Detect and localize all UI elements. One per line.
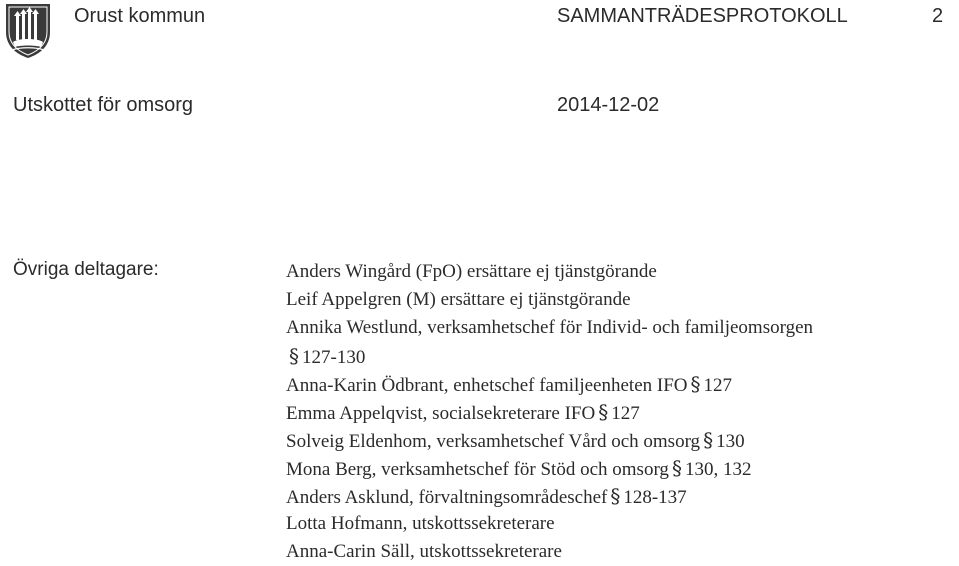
section-mark: § — [289, 344, 299, 368]
participant-line — [286, 454, 813, 482]
section-reference: 127 — [703, 375, 732, 396]
participant-text: Anders Asklund, förvaltningsområdeschef — [286, 487, 608, 508]
participant-line — [286, 510, 813, 538]
participant-text: Solveig Eldenhom, verksamhetschef Vård och omsorg — [286, 431, 701, 452]
section-reference: 130, 132 — [684, 459, 752, 480]
participant-text: Lotta Hofmann, utskottssekreterare — [286, 513, 555, 534]
participant-line — [286, 314, 813, 342]
section-reference: 127-130 — [302, 347, 366, 368]
participant-text: Anna-Carin Säll, utskottssekreterare — [286, 541, 562, 562]
other-participants-label: Övriga deltagare: — [13, 259, 159, 280]
section-reference: 127 — [611, 403, 640, 424]
participant-text: Annika Westlund, verksamhetschef för Individ- och familjeomsorgen — [286, 317, 813, 338]
meeting-date: 2014-12-02 — [557, 94, 660, 116]
section-mark: § — [610, 484, 621, 508]
participant-line — [286, 258, 813, 286]
section-mark: § — [690, 372, 701, 396]
section-mark: § — [671, 456, 682, 480]
participant-line — [286, 370, 813, 398]
section-mark: § — [598, 400, 609, 424]
page-number: 2 — [932, 5, 944, 27]
municipal-coat-of-arms-icon — [4, 2, 52, 60]
section-reference: 130 — [716, 431, 745, 452]
section-mark: § — [703, 428, 714, 452]
participant-line — [286, 426, 813, 454]
participant-line — [286, 398, 813, 426]
participant-text: Emma Appelqvist, socialsekreterare IFO — [286, 403, 596, 424]
participants-list — [286, 258, 813, 566]
section-reference: 128-137 — [623, 487, 687, 508]
organization-name: Orust kommun — [74, 5, 206, 27]
participant-line — [286, 286, 813, 314]
participant-text: Anders Wingård (FpO) ersättare ej tjänstgörande — [286, 261, 657, 282]
participant-text: Mona Berg, verksamhetschef för Stöd och omsorg — [286, 459, 669, 480]
participant-line — [286, 482, 813, 510]
document-type: SAMMANTRÄDESPROTOKOLL — [557, 5, 848, 27]
participant-line — [286, 342, 813, 370]
committee-name: Utskottet för omsorg — [13, 94, 194, 116]
participant-line — [286, 538, 813, 566]
participant-text: Anna-Karin Ödbrant, enhetschef familjeenheten IFO — [286, 375, 688, 396]
participant-text: Leif Appelgren (M) ersättare ej tjänstgörande — [286, 289, 631, 310]
